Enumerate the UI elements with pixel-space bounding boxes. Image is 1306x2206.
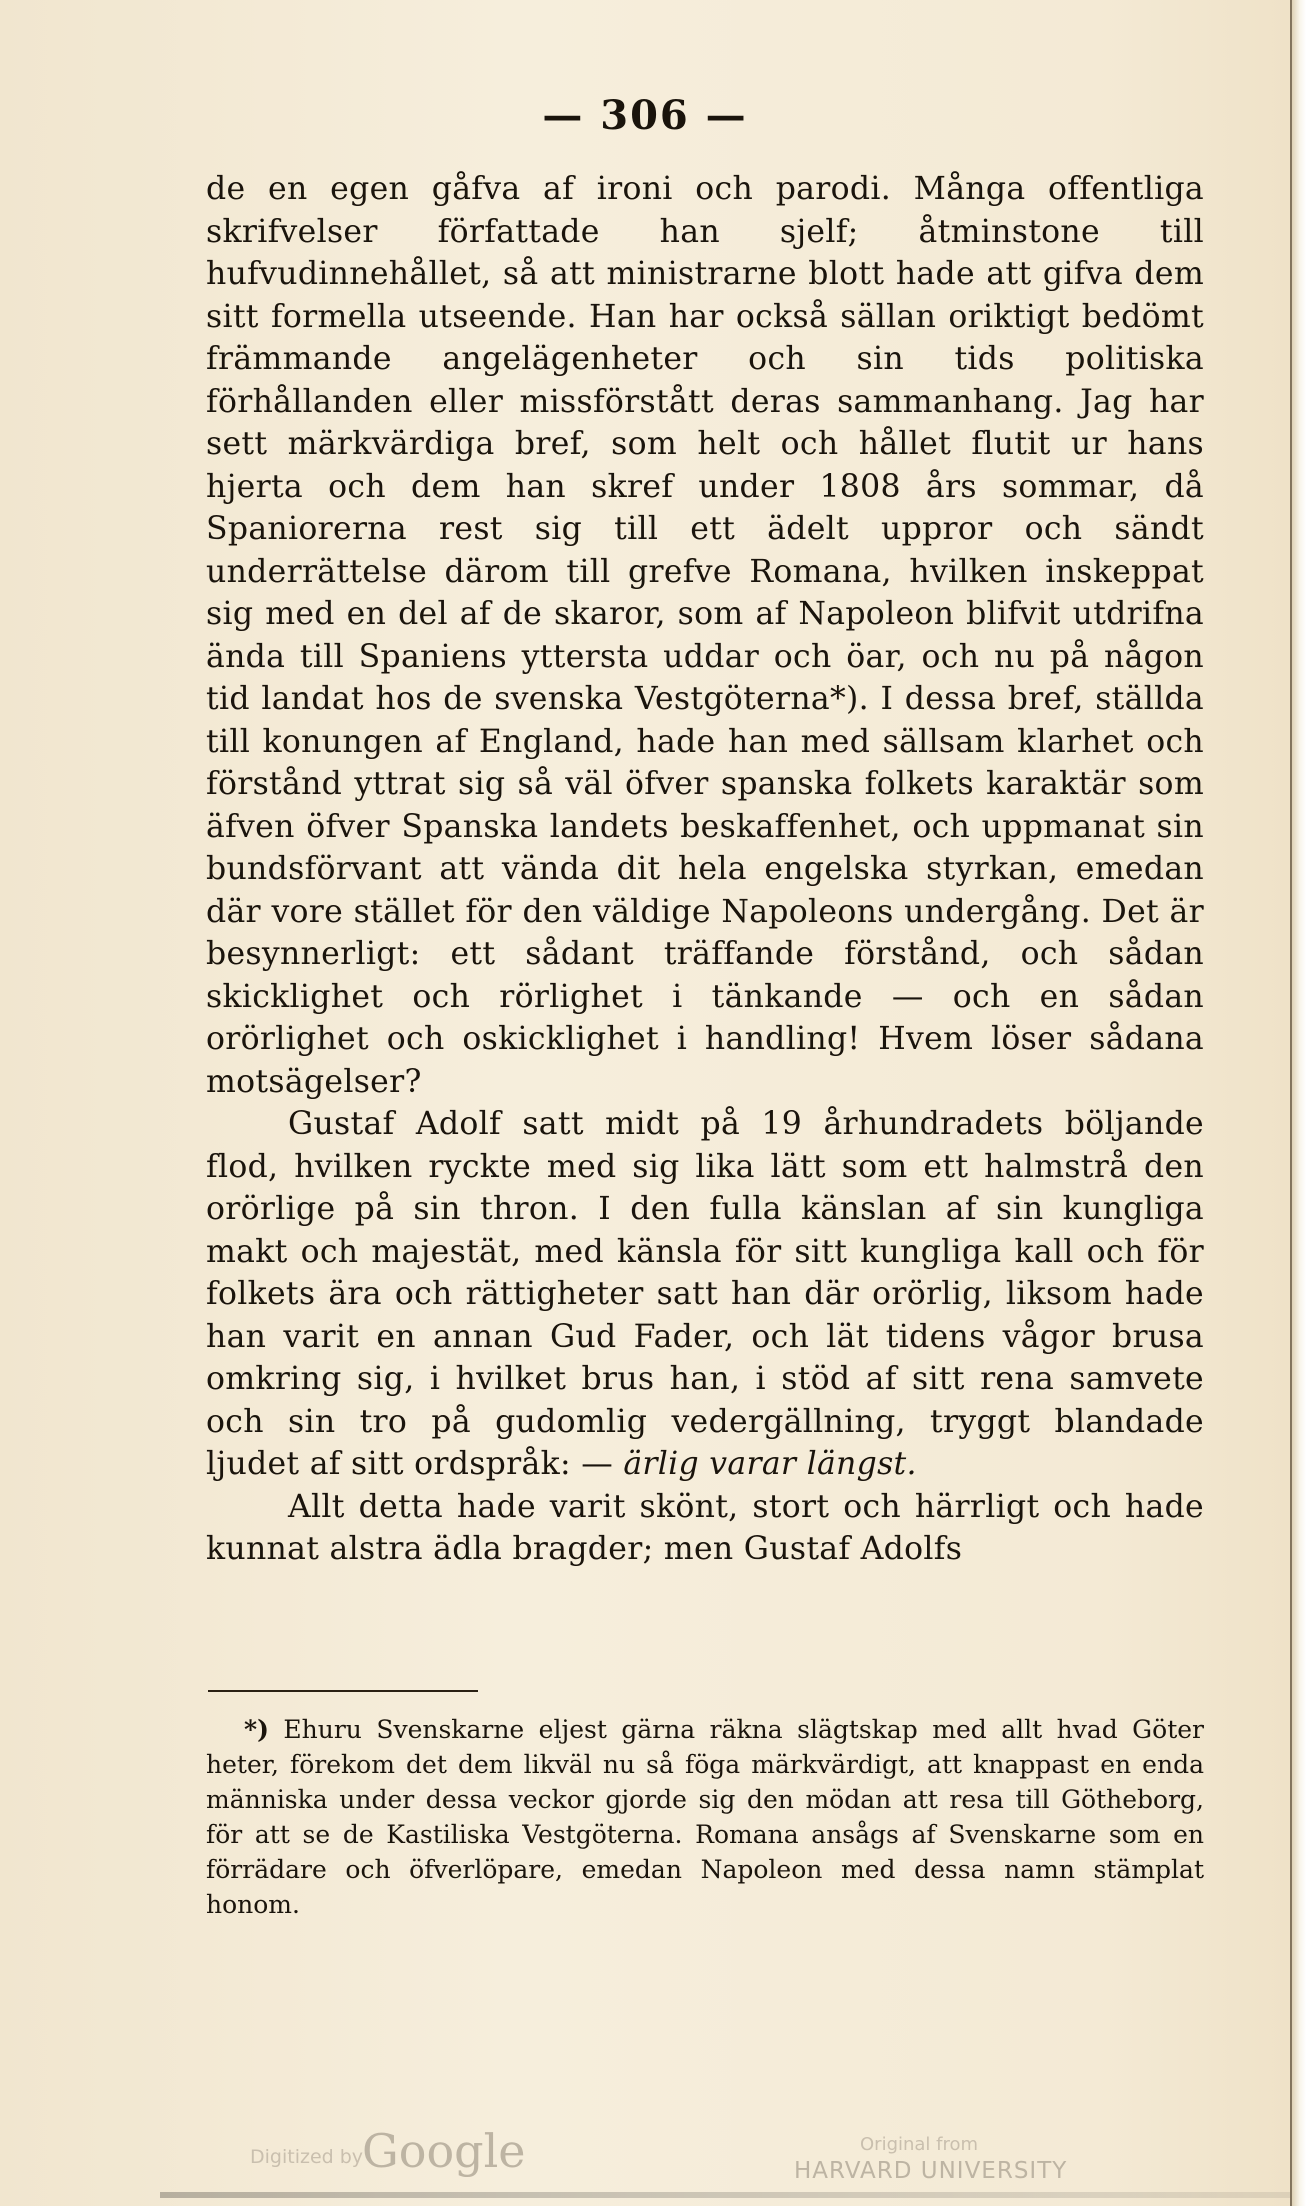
page-edge-line — [1290, 0, 1292, 2206]
footnote-text: Ehuru Svenskarne eljest gärna räkna slägtskap med allt hvad Göter heter, förekom det dem likväl nu så föga märkvärdigt, att knappast en enda människa under dessa veckor gjorde sig den mödan att resa till Götheborg, för att se de Kastiliska Vestgöterna. Romana ansågs af Svenskarne som en förrädare och öfverlöpare, emedan Napoleon med dessa namn stämplat honom. — [206, 1715, 1204, 1919]
paragraph-2-text: Gustaf Adolf satt midt på 19 århundradets böljande flod, hvilken ryckte med sig lika lätt som ett halmstrå den orörlige på sin thron. I den fulla känslan af sin kungliga makt och majestät, med känsla för sitt kungliga kall och för folkets ära och rättigheter satt han där orörlig, liksom hade han varit en annan Gud Fader, och lät tidens vågor brusa omkring sig, i hvilket brus han, i stöd af sitt rena samvete och sin tro på gudomlig vedergällning, tryggt blandade ljudet af sitt ordspråk: — — [206, 1106, 1204, 1482]
footnote — [206, 1712, 1204, 1922]
body-text — [206, 168, 1204, 1571]
motto-italic: ärlig varar längst. — [623, 1446, 917, 1482]
footnote-mark: *) — [244, 1715, 269, 1744]
page-number: — 306 — — [542, 92, 748, 139]
paragraph-1: de en egen gåfva af ironi och parodi. Många offentliga skrifvelser författade han sjelf; åtminstone till hufvudinnehållet, så att ministrarne blott hade att gifva dem sitt formella utseende. Han har också sällan oriktigt bedömt främmande angelägenheter och sin tids politiska förhållanden eller missförstått deras sammanhang. Jag har sett märkvärdiga bref, som helt och hållet flutit ur hans hjerta och dem han skref under 1808 års sommar, då Spaniorerna rest sig till ett ädelt uppror och sändt underrättelse därom till grefve Romana, hvilken inskeppat sig med en del af de skaror, som af Napoleon blifvit utdrifna ända till Spaniens yttersta uddar och öar, och nu på någon tid landat hos de svenska Vestgöterna*). I dessa bref, ställda till konungen af England, hade han med sällsam klarhet och förstånd yttrat sig så väl öfver spanska folkets karaktär som äfven öfver Spanska landets beskaffenhet, och uppmanat sin bundsförvant att vända dit hela engelska styrkan, emedan där vore stället för den väldige Napoleons undergång. Det är besynnerligt: ett sådant träffande förstånd, och sådan skicklighet och rörlighet i tänkande — och en sådan orörlighet och oskicklighet i handling! Hvem löser sådana motsägelser? — [206, 171, 1204, 1100]
footnote-rule — [208, 1690, 478, 1692]
institution-label: HARVARD UNIVERSITY — [794, 2158, 1068, 2184]
google-logo: Google — [362, 2124, 526, 2178]
paragraph-2 — [206, 1103, 1204, 1486]
scan-bottom-edge — [160, 2192, 1290, 2198]
original-from-label: Original from — [860, 2134, 979, 2155]
paragraph-3: Allt detta hade varit skönt, stort och härrligt och hade kunnat alstra ädla bragder; men Gustaf Adolfs — [206, 1488, 1204, 1567]
page-edge — [1290, 0, 1306, 2206]
digitized-by-label: Digitized by — [250, 2146, 364, 2168]
